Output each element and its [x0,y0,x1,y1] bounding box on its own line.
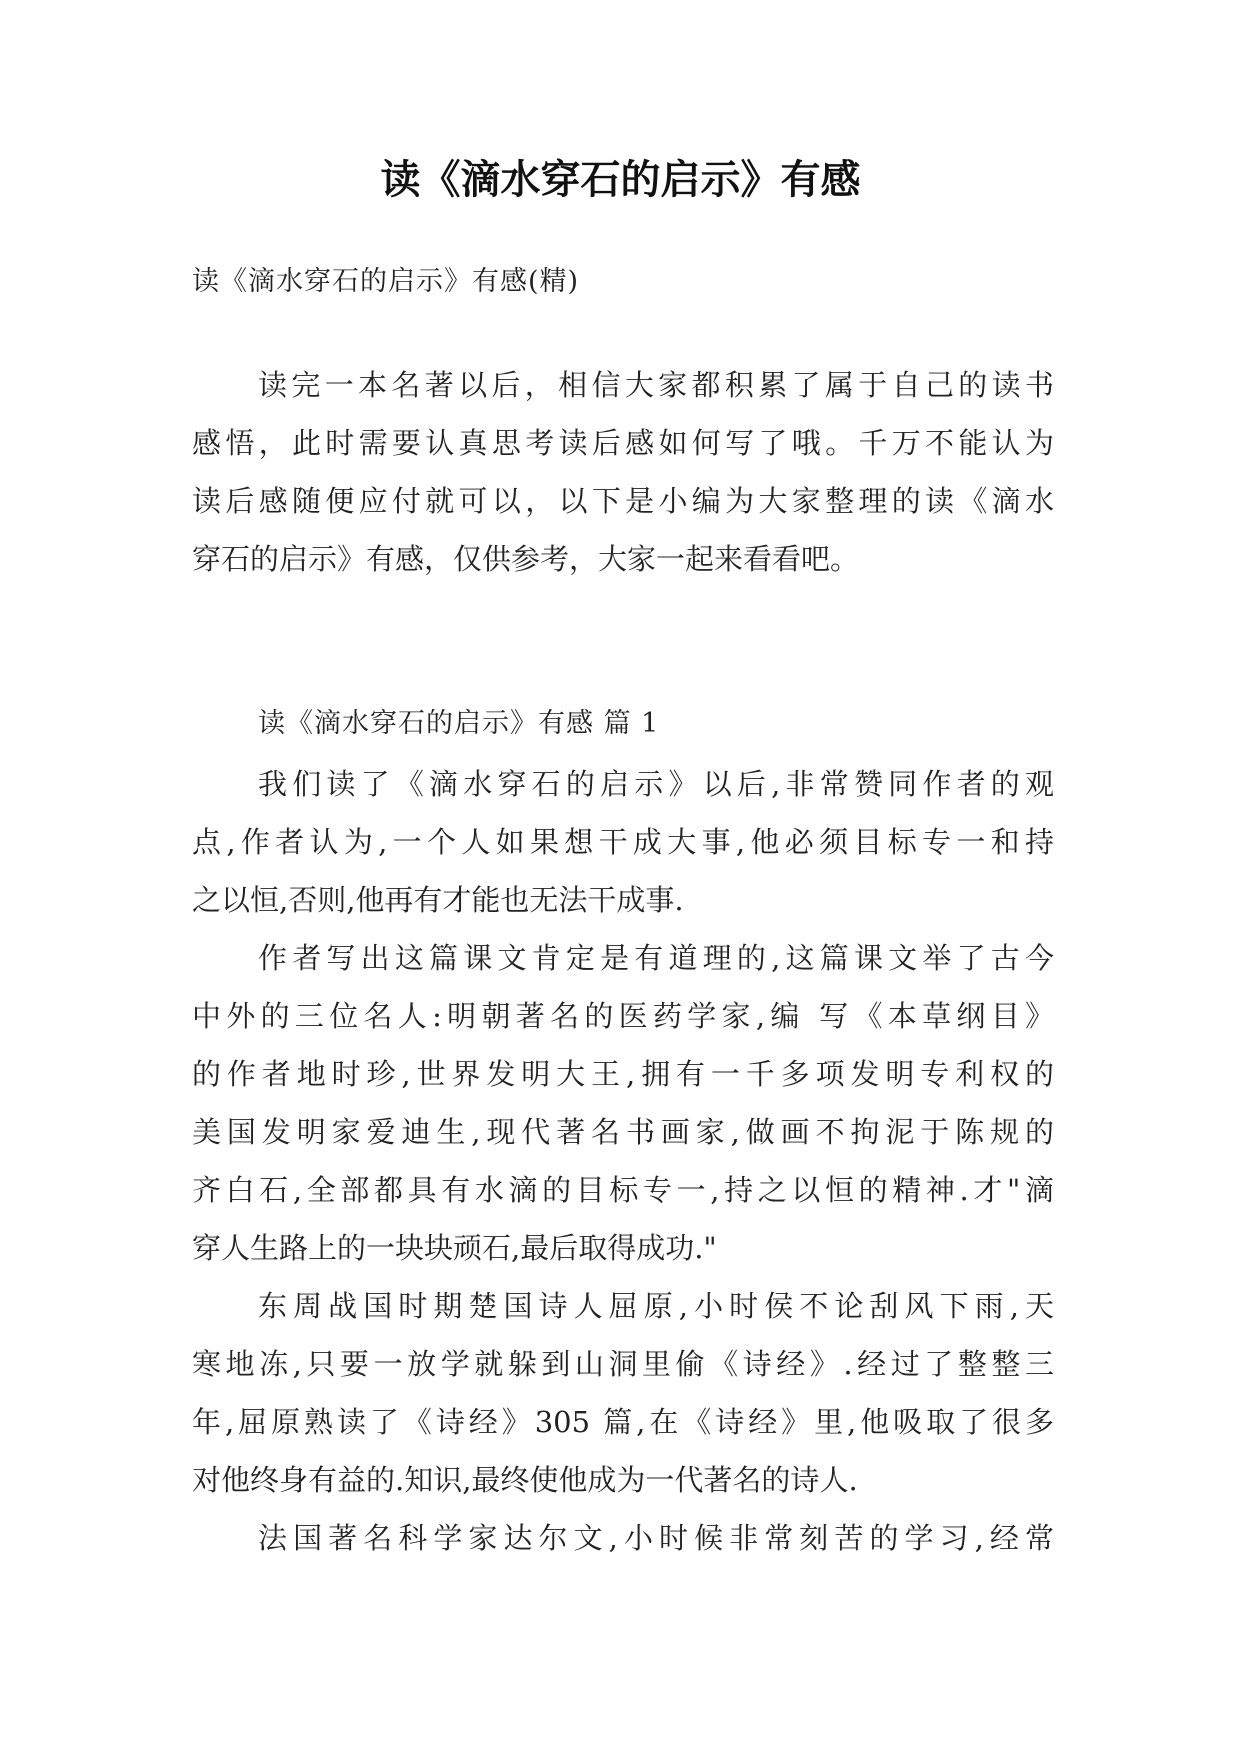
paragraph-line: 点,作者认为,一个人如果想干成大事,他必须目标专一和持 [192,825,1054,859]
paragraph-line: 法国著名科学家达尔文,小时候非常刻苦的学习,经常 [258,1521,1054,1555]
paragraph-4 [192,1509,1054,1567]
paragraph-line: 东周战国时期楚国诗人屈原,小时侯不论刮风下雨,天 [258,1289,1054,1323]
paragraph-line: 的作者地时珍,世界发明大王,拥有一千多项发明专利权的 [192,1057,1054,1091]
paragraph-line: 齐白石,全部都具有水滴的目标专一,持之以恒的精神.才"滴 [192,1173,1054,1207]
paragraph-2 [192,929,1054,1277]
paragraph-line: 对他终身有益的.知识,最终使他成为一代著名的诗人. [192,1463,858,1497]
intro-line: 感悟，此时需要认真思考读后感如何写了哦。千万不能认为 [192,426,1054,460]
intro-paragraph [192,356,1054,588]
paragraph-line: 中外的三位名人:明朝著名的医药学家,编 写《本草纲目》 [192,999,1054,1033]
paragraph-1 [192,755,1054,929]
intro-line: 穿石的启示》有感，仅供参考，大家一起来看看吧。 [192,542,860,576]
intro-line: 读后感随便应付就可以，以下是小编为大家整理的读《滴水 [192,484,1054,518]
paragraph-3 [192,1277,1054,1509]
paragraph-line: 寒地冻,只要一放学就躲到山洞里偷《诗经》.经过了整整三 [192,1347,1054,1381]
paragraph-line: 我们读了《滴水穿石的启示》以后,非常赞同作者的观 [258,767,1054,801]
paragraph-line: 穿人生路上的一块块顽石,最后取得成功." [192,1231,717,1265]
document-title: 读《滴水穿石的启示》有感 [380,156,861,203]
paragraph-line: 年,屈原熟读了《诗经》305 篇,在《诗经》里,他吸取了很多 [192,1405,1054,1439]
paragraph-line: 之以恒,否则,他再有才能也无法干成事. [192,883,684,917]
paragraph-line: 美国发明家爱迪生,现代著名书画家,做画不拘泥于陈规的 [192,1115,1054,1149]
intro-line: 读完一本名著以后，相信大家都积累了属于自己的读书 [258,368,1054,402]
document-subtitle: 读《滴水穿石的启示》有感(精) [192,266,580,297]
section-heading: 读《滴水穿石的启示》有感 篇 1 [258,708,660,739]
paragraph-line: 作者写出这篇课文肯定是有道理的,这篇课文举了古今 [258,941,1054,975]
